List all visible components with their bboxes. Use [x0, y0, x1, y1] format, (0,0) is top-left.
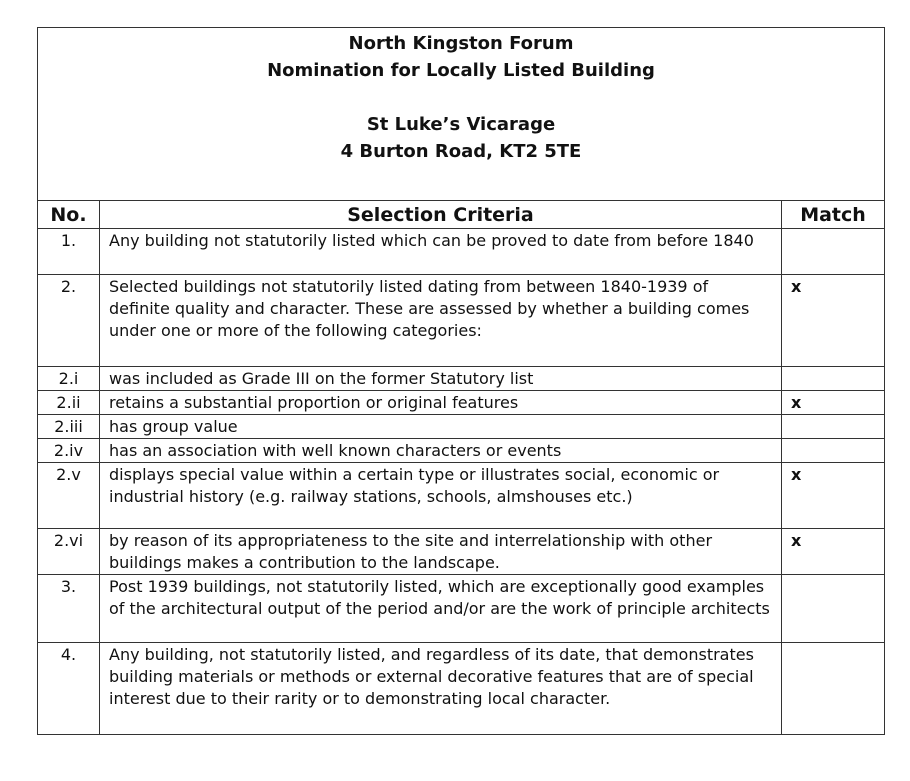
match-mark: x [782, 391, 885, 415]
criterion-number: 2.vi [38, 529, 100, 575]
table-row [38, 391, 885, 415]
criterion-number: 4. [38, 643, 100, 735]
criterion-number: 2.i [38, 367, 100, 391]
criterion-number: 2.ii [38, 391, 100, 415]
match-mark [782, 439, 885, 463]
column-header-criteria: Selection Criteria [100, 201, 782, 229]
building-address: 4 Burton Road, KT2 5TE [340, 141, 582, 162]
table-row [38, 415, 885, 439]
criterion-number: 2.iv [38, 439, 100, 463]
table-row [38, 643, 885, 735]
match-mark: x [782, 275, 885, 367]
column-header-match: Match [782, 201, 885, 229]
match-mark: x [782, 529, 885, 575]
table-row [38, 275, 885, 367]
match-mark [782, 643, 885, 735]
match-mark [782, 575, 885, 643]
nomination-document [37, 27, 884, 735]
title-block [38, 28, 885, 201]
criterion-text: Selected buildings not statutorily listed dating from between 1840-1939 of definite quality and character. These are assessed by whether a building comes under one or more of the following categories: [100, 275, 782, 367]
criterion-text: retains a substantial proportion or original features [100, 391, 782, 415]
criterion-text: Post 1939 buildings, not statutorily listed, which are exceptionally good examples of the architectural output of the period and/or are the work of principle architects [100, 575, 782, 643]
criterion-number: 2. [38, 275, 100, 367]
criterion-text: displays special value within a certain type or illustrates social, economic or industrial history (e.g. railway stations, schools, almshouses etc.) [100, 463, 782, 529]
column-header-no: No. [38, 201, 100, 229]
match-mark [782, 367, 885, 391]
table-row [38, 439, 885, 463]
criterion-text: has an association with well known characters or events [100, 439, 782, 463]
forum-name: North Kingston Forum [348, 33, 574, 54]
table-row [38, 367, 885, 391]
title-row [38, 28, 885, 201]
criterion-number: 2.iii [38, 415, 100, 439]
table-row [38, 529, 885, 575]
building-name: St Luke’s Vicarage [366, 114, 556, 135]
criterion-number: 3. [38, 575, 100, 643]
table-row [38, 463, 885, 529]
criterion-number: 2.v [38, 463, 100, 529]
criterion-number: 1. [38, 229, 100, 275]
document-subtitle: Nomination for Locally Listed Building [267, 60, 655, 81]
criterion-text: by reason of its appropriateness to the site and interrelationship with other buildings makes a contribution to the landscape. [100, 529, 782, 575]
match-mark [782, 229, 885, 275]
selection-criteria-table [37, 27, 885, 735]
table-row [38, 229, 885, 275]
match-mark: x [782, 463, 885, 529]
criterion-text: was included as Grade III on the former Statutory list [100, 367, 782, 391]
match-mark [782, 415, 885, 439]
table-row [38, 575, 885, 643]
column-header-row [38, 201, 885, 229]
criterion-text: Any building, not statutorily listed, and regardless of its date, that demonstrates building materials or methods or external decorative features that are of special interest due to their rarity or to demonstrating local character. [100, 643, 782, 735]
criterion-text: Any building not statutorily listed which can be proved to date from before 1840 [100, 229, 782, 275]
criterion-text: has group value [100, 415, 782, 439]
